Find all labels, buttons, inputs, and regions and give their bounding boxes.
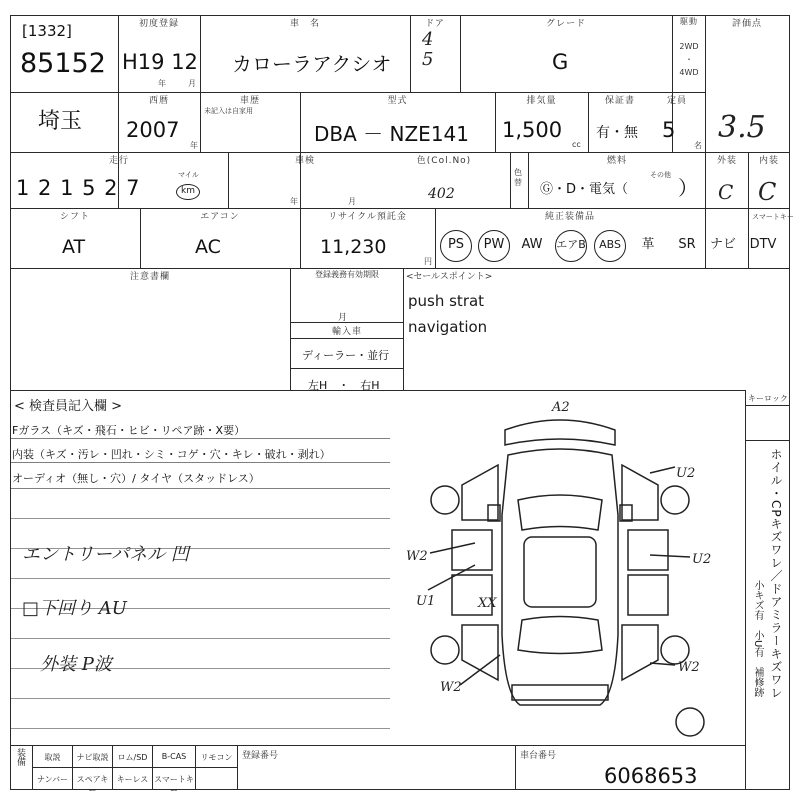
windshield (518, 495, 602, 530)
equipment-item: SR (678, 237, 696, 252)
sales-point: push strat (408, 292, 485, 310)
damage-code: U1 (416, 594, 436, 609)
cc-unit: cc (572, 140, 581, 149)
door-front-right (628, 530, 668, 570)
smartkey-label: スマートキー (752, 213, 794, 221)
equipment-item: エアB (555, 230, 587, 262)
recycle-fee: 11,230 (320, 236, 387, 258)
grade-label: グレード (545, 19, 586, 29)
drive-label: 駆動 (680, 17, 698, 26)
damage-code: W2 (440, 680, 462, 695)
first-reg: H19 12 (122, 50, 198, 74)
capacity-label: 定員 (666, 96, 687, 106)
model: DBA － NZE141 (314, 122, 469, 146)
drive-options: 2WD ・ 4WD (679, 42, 699, 77)
footer-item: スペアキー (76, 775, 109, 795)
footer-item: ロム/SD (117, 753, 148, 762)
history-sub: 未記入は自家用 (204, 107, 253, 115)
import-label: 輸入車 (331, 327, 362, 337)
chassis-number: 6068653 (604, 764, 698, 788)
mileage-label: 走行 (108, 156, 129, 166)
unit-mile: マイル (178, 171, 199, 179)
car-body (502, 449, 618, 705)
quarter-rear-right (622, 625, 658, 680)
reg-no-label: 登録番号 (242, 751, 279, 761)
damage-code: W2 (678, 660, 700, 675)
damage-code: U2 (676, 466, 696, 481)
history-label: 車歴 (239, 96, 260, 106)
fuel: Ⓖ・D・電気（ (540, 182, 629, 197)
footer-item: キーレス (116, 775, 149, 784)
handle-option: 左H ・ 右H (308, 379, 380, 392)
footer-side-label: 装備 (15, 748, 25, 766)
inspector-line-audio: オーディオ（無し・穴）/ タイヤ（スタッドレス） (12, 472, 260, 485)
displacement-label: 排気量 (526, 96, 557, 106)
capacity-unit: 名 (694, 141, 702, 150)
reg-expiry-month: 月 (338, 313, 348, 323)
warranty-label: 保証書 (604, 96, 635, 106)
shift-label: シフト (59, 212, 90, 222)
equipment-item: 革 (641, 237, 655, 252)
first-reg-year-mark: 年 (158, 79, 166, 88)
fender-front-right (622, 465, 658, 520)
inspection-label: 車検 (294, 156, 315, 166)
fender-front-left (462, 465, 498, 520)
equipment-item: ABS (594, 230, 626, 262)
inspection-month: 月 (348, 197, 356, 206)
spare-wheel (676, 708, 704, 736)
aircon-label: エアコン (200, 212, 240, 222)
damage-code: A2 (552, 400, 570, 415)
footer-item: B-CAS (161, 752, 187, 761)
keylock-label: キーロック (748, 394, 788, 403)
year-label: 西暦 (148, 96, 169, 106)
hand-note-1: エントリーパネル 凹 (22, 544, 189, 565)
year-mark: 年 (190, 141, 198, 150)
roof (524, 537, 596, 607)
leader-line (650, 467, 675, 473)
sales-label: <セールスポイント> (406, 272, 493, 282)
car-name-label: 車 名 (289, 19, 320, 29)
ref-code: [1332] (22, 22, 72, 40)
leader-line (460, 655, 500, 685)
footer-item: 取説 (44, 753, 61, 762)
wheel-rear-left (431, 636, 459, 664)
reg-expiry-label: 登録義務有効期限 (315, 270, 379, 279)
mileage: 1 2 1 5 2 7 (16, 176, 141, 200)
grade: G (552, 50, 569, 74)
eval-score: 3.5 (718, 110, 766, 145)
footer-item: ナビ取説 (76, 753, 109, 762)
dealer-option: ディーラー・並行 (302, 349, 390, 362)
color-code: 402 (428, 186, 455, 202)
int-label: 内装 (758, 156, 779, 166)
capacity: 5 (662, 118, 676, 142)
year: 2007 (126, 118, 180, 142)
sales-points (408, 288, 487, 340)
aircon: AC (195, 236, 221, 258)
inspector-line-interior: 内装（キズ・汚レ・凹れ・シミ・コゲ・穴・キレ・破れ・剥れ） (12, 448, 331, 461)
inspector-title: < 検査員記入欄 > (14, 399, 123, 414)
model-label: 型式 (387, 96, 408, 106)
color-change: 色替 (514, 168, 522, 187)
sales-point: navigation (408, 318, 488, 336)
wheel-front-left (431, 486, 459, 514)
equipment-item: DTV (749, 237, 777, 252)
region: 埼玉 (38, 109, 83, 134)
rear-bumper (512, 685, 608, 700)
ext-grade: C (718, 180, 734, 204)
hand-note-2: □下回り AU (22, 598, 127, 619)
equipment-item: PS (440, 230, 472, 262)
caution-label: 注意書欄 (129, 272, 170, 282)
damage-code: XX (478, 596, 497, 611)
wheel-front-right (661, 486, 689, 514)
first-reg-label: 初度登録 (138, 19, 179, 29)
door-rear-right (628, 575, 668, 615)
leader-line (650, 555, 690, 557)
rear-glass (518, 617, 602, 654)
lot-number: 85152 (20, 48, 106, 79)
inspector-line-glass: Fガラス（キズ・飛石・ヒビ・リペア跡・X要） (12, 424, 246, 437)
equip-label: 純正装備品 (544, 212, 595, 222)
footer-item: ナンバー (36, 775, 69, 784)
displacement: 1,500 (502, 118, 563, 142)
equipment-item: PW (478, 230, 510, 262)
doors-label: ドア (425, 19, 445, 29)
car-diagram (400, 395, 745, 740)
unit-km: km (176, 184, 200, 200)
damage-code: W2 (406, 549, 428, 564)
eval-label: 評価点 (731, 19, 762, 29)
fuel-label: 燃料 (606, 156, 627, 166)
footer-item: リモコン (200, 753, 233, 762)
front-bumper (505, 420, 615, 445)
footer-item: スマートキー (154, 775, 194, 795)
first-reg-month-mark: 月 (188, 79, 196, 88)
warranty: 有・無 (596, 125, 638, 141)
color-label: 色(Col.No) (416, 156, 472, 166)
chassis-label: 車台番号 (520, 751, 557, 761)
fuel-other: その他 (650, 171, 671, 179)
doors-hand: 4 5 (422, 29, 434, 70)
side-damage-legend: ホイル・CPキズワレ／ドアミラーキズワレ (769, 448, 783, 700)
yen-unit: 円 (424, 257, 432, 266)
damage-code: U2 (692, 552, 712, 567)
side-damage-sub: 小キズ有 小U有 補修跡 (752, 580, 763, 698)
ext-label: 外装 (716, 156, 737, 166)
quarter-rear-left (462, 625, 498, 680)
fuel-close: ） (678, 176, 698, 200)
car-name: カローラアクシオ (232, 52, 392, 76)
equipment-item: AW (521, 237, 543, 252)
int-grade: C (758, 178, 777, 206)
equipment-item: ナビ (709, 237, 736, 252)
door-front-left (452, 530, 492, 570)
shift: AT (62, 236, 86, 258)
hand-note-3: 外装 P波 (40, 654, 112, 675)
inspection-year: 年 (290, 197, 298, 206)
recycle-label: リサイクル預託金 (328, 212, 407, 222)
